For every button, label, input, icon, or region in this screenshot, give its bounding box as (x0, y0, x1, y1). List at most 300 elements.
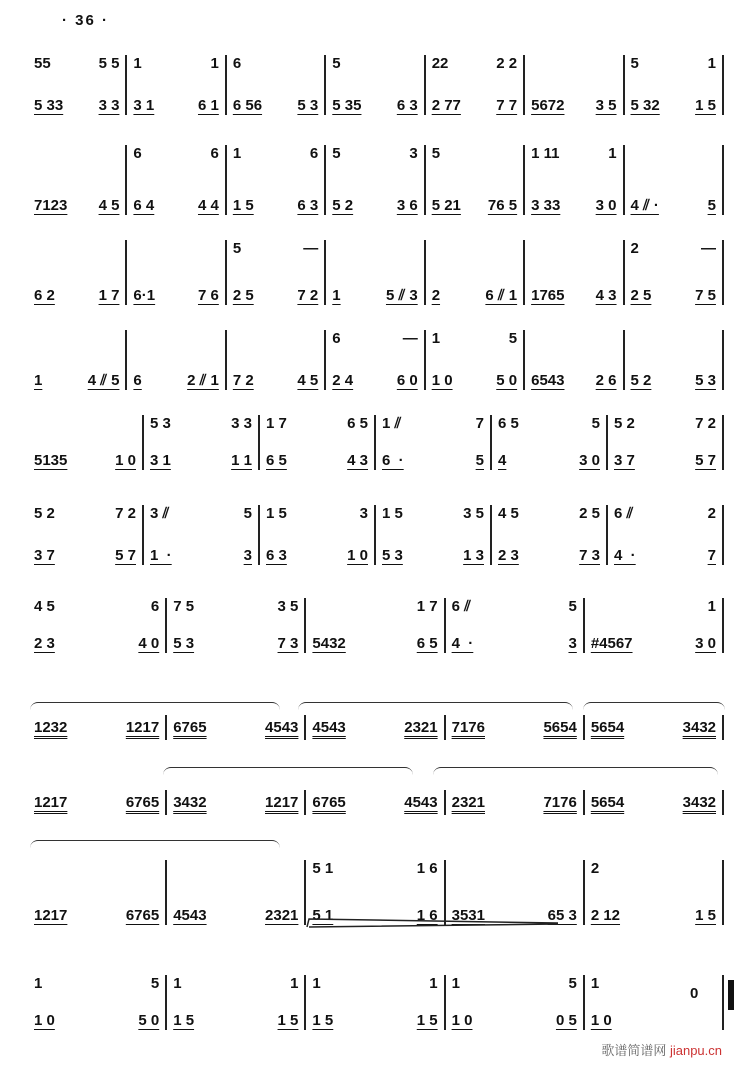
note-group: 1 6 (416, 860, 438, 877)
note-group: 6765 (125, 907, 160, 924)
note-group: 1 (451, 975, 460, 992)
measure (127, 145, 226, 215)
measure (144, 505, 260, 565)
measure (625, 330, 724, 390)
bottom-voice (332, 97, 417, 115)
note-group: 1217 (125, 718, 160, 736)
note-group: 5 (475, 452, 484, 469)
note-group: 6543 (531, 372, 565, 389)
note-group: 3531 (451, 907, 485, 924)
bottom-voice (34, 1012, 159, 1030)
measure (28, 415, 144, 470)
top-voice (432, 145, 517, 163)
measure (426, 55, 525, 115)
bottom-voice (591, 907, 716, 925)
measure (326, 55, 425, 115)
note-group: 2 12 (590, 907, 621, 924)
top-voice (531, 240, 616, 258)
top-voice (312, 975, 437, 993)
note-group: 3 0 (595, 197, 617, 214)
note-group: 2 6 (595, 372, 617, 389)
note-group: 2321 (404, 718, 438, 736)
measure (326, 330, 425, 390)
note-group: 4 5 (34, 598, 55, 615)
top-voice (133, 330, 218, 348)
note-group: 5 (707, 197, 716, 214)
top-voice (133, 55, 218, 73)
bottom-voice (531, 287, 616, 305)
measure (227, 240, 326, 305)
note-group: 1 (707, 598, 717, 615)
bottom-voice (631, 287, 716, 305)
measure (492, 505, 608, 565)
note-group: 2 3 (34, 635, 55, 652)
top-voice (382, 505, 484, 523)
note-group: 5135 (34, 452, 68, 469)
note-group: 7 5 (695, 287, 716, 304)
note-group: 6 ⫽ (614, 505, 634, 522)
note-group: 3 (568, 635, 577, 652)
note-group: 3 5 (463, 505, 484, 522)
note-group: 7 2 (115, 505, 136, 522)
system (28, 240, 724, 305)
top-voice (34, 415, 136, 433)
note-group: 3 33 (531, 197, 561, 214)
note-group: 3432 (682, 793, 717, 811)
bottom-voice (34, 547, 136, 565)
bottom-voice (34, 794, 159, 812)
note-group: 1 5 (416, 1012, 438, 1029)
bottom-voice (591, 635, 716, 653)
system (28, 975, 724, 1030)
note-group: 1 (332, 287, 341, 304)
top-voice (133, 240, 218, 258)
note-group: 4 5 (297, 372, 319, 389)
system (28, 860, 724, 925)
bottom-voice (173, 1012, 298, 1030)
note-group: 2 4 (332, 372, 354, 389)
measure (326, 240, 425, 305)
measure (306, 975, 445, 1030)
measure (167, 860, 306, 925)
measure (625, 240, 724, 305)
bottom-voice (614, 452, 716, 470)
note-group: 5 2 (332, 197, 354, 214)
bottom-voice (432, 197, 517, 215)
note-group: 6 (210, 145, 219, 162)
measure (227, 55, 326, 115)
measure (585, 860, 724, 925)
note-group: 1 (210, 55, 219, 72)
bottom-voice (332, 372, 417, 390)
top-voice (173, 598, 298, 616)
bottom-voice (34, 719, 159, 737)
measure (376, 415, 492, 470)
note-group: 2 ⫽ 1 (187, 372, 219, 389)
note-group: 76 5 (487, 197, 518, 214)
measure (608, 415, 724, 470)
measure (525, 55, 624, 115)
note-group: 4543 (265, 718, 299, 736)
note-group: #4567 (590, 635, 633, 652)
top-voice (531, 145, 616, 163)
note-group: 6 56 (232, 97, 263, 114)
note-group: 1 0 (347, 547, 368, 564)
note-group: 7176 (543, 793, 577, 811)
note-group: 2 3 (498, 547, 519, 564)
note-group: 7 2 (695, 415, 716, 432)
note-group: 1 6 (416, 907, 438, 924)
note-group: 1 5 (173, 1012, 195, 1029)
note-group: — (402, 330, 418, 347)
note-group: 1 (312, 975, 321, 992)
measure (585, 975, 724, 1030)
top-voice (233, 145, 318, 163)
top-voice (452, 860, 577, 878)
note-group: 1 7 (416, 598, 438, 615)
bottom-voice (631, 372, 716, 390)
note-group: 5 (332, 55, 341, 72)
note-group: 0 5 (555, 1012, 577, 1029)
bottom-voice (531, 97, 616, 115)
note-group: 1 5 (695, 907, 717, 924)
note-group: 5654 (543, 718, 577, 736)
bottom-voice (233, 287, 318, 305)
measure (426, 240, 525, 305)
top-voice (150, 415, 252, 433)
bottom-voice (150, 452, 252, 470)
note-group: 7 7 (496, 97, 518, 114)
top-voice (233, 240, 318, 258)
note-group: 7123 (34, 197, 68, 214)
top-voice (452, 975, 577, 993)
top-voice (614, 505, 716, 523)
note-group: 4 3 (347, 452, 368, 469)
note-group: 2 5 (232, 287, 254, 304)
note-group: 5 2 (630, 372, 652, 389)
system (28, 790, 724, 815)
slur (298, 702, 573, 711)
bottom-voice (432, 372, 517, 390)
top-voice (34, 975, 159, 993)
measure (376, 505, 492, 565)
note-group: 5 (431, 145, 441, 162)
note-group: 3 1 (133, 97, 155, 114)
note-group: 5 (508, 330, 518, 347)
note-group: 4 5 (98, 197, 120, 214)
note-group: 7 6 (197, 287, 219, 304)
bottom-voice (332, 287, 417, 305)
system (28, 505, 724, 565)
measure (625, 55, 724, 115)
note-group: 4 · (614, 547, 636, 564)
system (28, 330, 724, 390)
measure (446, 975, 585, 1030)
note-group: 7 (707, 547, 716, 564)
top-voice (173, 975, 298, 993)
top-voice (233, 55, 318, 73)
note-group: 3 7 (34, 547, 55, 564)
measure (28, 790, 167, 815)
note-group: 1 0 (431, 372, 453, 389)
bottom-voice (498, 452, 600, 470)
measure (127, 330, 226, 390)
system (28, 145, 724, 215)
note-group: 6 (232, 55, 242, 72)
note-group: 6 (332, 330, 341, 347)
measure (167, 975, 306, 1030)
note-group: 4543 (404, 793, 438, 811)
note-group: 1765 (531, 287, 565, 304)
note-group: 2 5 (630, 287, 652, 304)
note-group: 6 1 (197, 97, 219, 114)
note-group: 4 3 (595, 287, 617, 304)
note-group: 7 (475, 415, 484, 432)
slur (163, 767, 413, 776)
note-group: 5 (568, 975, 577, 992)
bottom-voice (133, 97, 218, 115)
note-group: 6765 (173, 718, 207, 736)
final-barline (728, 980, 734, 1010)
note-group: 5 1 (312, 860, 334, 877)
measure (28, 715, 167, 740)
bottom-voice (452, 794, 577, 812)
slur (30, 702, 280, 711)
note-group: 1 ⫽ (382, 415, 402, 432)
bottom-voice (591, 719, 716, 737)
top-voice (34, 598, 159, 616)
top-voice (591, 860, 716, 878)
top-voice (452, 598, 577, 616)
note-group: 5 0 (138, 1012, 160, 1029)
measure (585, 715, 724, 740)
note-group: 3 0 (695, 635, 717, 652)
note-group: 1 5 (277, 1012, 299, 1029)
top-voice (332, 55, 417, 73)
measure (446, 860, 585, 925)
note-group: 4 ⫽ 5 (87, 372, 120, 389)
note-group: 6 5 (416, 635, 438, 652)
note-group: 55 (34, 55, 51, 72)
note-group: 1 (707, 55, 716, 72)
bottom-voice (173, 635, 298, 653)
note-group: 3432 (173, 793, 207, 811)
note-group: 6 5 (347, 415, 368, 432)
note-group: 5 (568, 598, 577, 615)
bottom-voice (266, 452, 368, 470)
note-group: 3 0 (579, 452, 600, 469)
note-group: 6 ⫽ (451, 598, 471, 615)
note-group: 5 3 (150, 415, 171, 432)
note-group: 4 ⫽ · (630, 197, 659, 214)
bottom-voice (531, 372, 616, 390)
note-group: 1 (290, 975, 299, 992)
note-group: 5 3 (695, 372, 716, 389)
note-group: 1 (431, 330, 441, 347)
measure (306, 790, 445, 815)
note-group: 2 (707, 505, 716, 522)
note-group: 1 0 (115, 452, 136, 469)
note-group: 5 3 (297, 97, 319, 114)
note-group: 5 35 (332, 97, 362, 114)
measure (446, 790, 585, 815)
note-group: 1 · (150, 547, 172, 564)
top-voice (614, 415, 716, 433)
note-group: 5 ⫽ 3 (385, 287, 418, 304)
top-voice (432, 330, 517, 348)
note-group: 6 (133, 145, 142, 162)
note-group: 6 (133, 372, 142, 389)
note-group: 1 (608, 145, 617, 162)
note-group: 4 · (451, 635, 474, 652)
note-group: 4 0 (138, 635, 160, 652)
bottom-voice (312, 1012, 437, 1030)
measure (426, 330, 525, 390)
note-group: 6·1 (133, 287, 156, 304)
top-voice (631, 330, 716, 348)
bottom-voice (34, 287, 119, 305)
note-group: 3 (409, 145, 418, 162)
top-voice (34, 240, 119, 258)
top-voice (34, 145, 119, 163)
note-group: 6 ⫽ 1 (485, 287, 518, 304)
note-group: 2 2 (496, 55, 518, 72)
top-voice (34, 505, 136, 523)
note-group: 3 ⫽ (150, 505, 170, 522)
note-group: 7 3 (277, 635, 299, 652)
top-voice (266, 415, 368, 433)
bottom-voice (173, 719, 298, 737)
measure (28, 975, 167, 1030)
note-group: 6 5 (266, 452, 287, 469)
note-group: 3 5 (595, 97, 617, 114)
note-group: 5 7 (115, 547, 136, 564)
note-group: 5 2 (34, 505, 55, 522)
watermark: 歌谱简谱网 jianpu.cn (601, 1043, 722, 1058)
note-group: 7176 (451, 718, 485, 736)
note-group: 5 0 (496, 372, 518, 389)
measure (625, 145, 724, 215)
top-voice (631, 240, 716, 258)
bottom-voice (233, 372, 318, 390)
measure (326, 145, 425, 215)
system (28, 415, 724, 470)
note-group: 1232 (34, 718, 68, 736)
note-group: 6 (150, 598, 160, 615)
note-group: 6 0 (396, 372, 418, 389)
top-voice (173, 860, 298, 878)
bottom-voice (452, 719, 577, 737)
note-group: 2321 (265, 907, 299, 924)
top-voice (233, 330, 318, 348)
top-voice (332, 145, 417, 163)
note-group: 1 (232, 145, 242, 162)
bottom-voice (432, 287, 517, 305)
bottom-voice (631, 197, 716, 215)
note-group: 1 5 (232, 197, 254, 214)
note-group: 7 3 (579, 547, 600, 564)
note-group: 6 4 (133, 197, 155, 214)
note-group: — (303, 240, 319, 257)
note-group: 65 3 (547, 907, 577, 924)
note-group: 5654 (590, 718, 625, 736)
top-voice (332, 330, 417, 348)
top-voice (531, 55, 616, 73)
top-voice (133, 145, 218, 163)
measure (608, 505, 724, 565)
measure (306, 860, 445, 925)
measure (28, 860, 167, 925)
note-group: 3 1 (150, 452, 171, 469)
note-group: 5 5 (98, 55, 120, 72)
note-group: 1 5 (695, 97, 716, 114)
note-group: 5 2 (614, 415, 635, 432)
note-group: 5432 (312, 635, 346, 652)
measure (446, 715, 585, 740)
bottom-voice (173, 794, 298, 812)
bottom-voice (614, 547, 716, 565)
measure (167, 598, 306, 653)
decrescendo-hairpin (305, 917, 560, 929)
note-group: 2 (630, 240, 639, 257)
note-group: 5 32 (630, 97, 660, 114)
top-voice (432, 240, 517, 258)
note-group: 5 (232, 240, 242, 257)
note-group: 1217 (34, 907, 68, 924)
bottom-voice (266, 547, 368, 565)
note-group: 22 (431, 55, 449, 72)
note-group: 6 3 (266, 547, 287, 564)
measure (227, 330, 326, 390)
top-voice (150, 505, 252, 523)
top-voice (631, 145, 716, 163)
note-group: 6 · (382, 452, 404, 469)
note-group: 5 3 (382, 547, 403, 564)
bottom-voice (382, 547, 484, 565)
note-group: 7 2 (297, 287, 319, 304)
top-voice (382, 415, 484, 433)
bottom-voice (531, 197, 616, 215)
top-voice (266, 505, 368, 523)
measure (585, 790, 724, 815)
measure (28, 240, 127, 305)
note-group: 7 2 (232, 372, 254, 389)
top-voice (34, 860, 159, 878)
measure (28, 505, 144, 565)
note-group: 1217 (34, 793, 68, 811)
bottom-voice (133, 372, 218, 390)
bottom-voice (34, 372, 119, 390)
note-group: 6 3 (396, 97, 418, 114)
bottom-voice (332, 197, 417, 215)
measure (127, 55, 226, 115)
note-group: 5 21 (431, 197, 461, 214)
measure (492, 415, 608, 470)
note-group: 5 (243, 505, 252, 522)
measure (167, 715, 306, 740)
note-group: 1 (133, 55, 142, 72)
note-group: 6765 (125, 793, 160, 811)
note-group: — (700, 240, 716, 257)
measure (525, 240, 624, 305)
note-group: 1 11 (531, 145, 560, 162)
note-group: 1 0 (451, 1012, 473, 1029)
note-group: 1 1 (231, 452, 252, 469)
bottom-voice (34, 635, 159, 653)
measure (28, 145, 127, 215)
system (28, 715, 724, 740)
note-group: 1 5 (312, 1012, 334, 1029)
